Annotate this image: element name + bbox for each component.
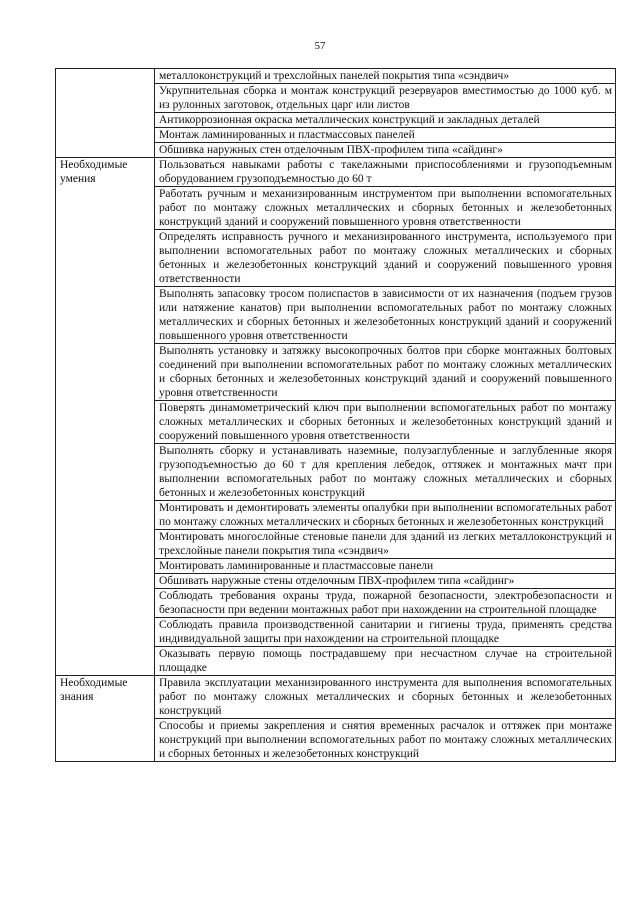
- requirement-item: Определять исправность ручного и механизированного инструмента, используемого при выполнении вспомогательных работ по монтажу сложных металлических и сборных бетонных и железобетонных конструкций зданий и сооружений повышенного уровня ответственности: [155, 230, 616, 287]
- section-label: Необходимые знания: [56, 676, 155, 762]
- requirements-table: [55, 68, 616, 762]
- requirement-item: Выполнять сборку и устанавливать наземные, полузаглубленные и заглубленные якоря грузоподъемностью до 60 т для крепления лебедок, оттяжек и монтажных мачт при выполнении вспомогательных работ по монтажу сложных металлических и сборных бетонных и железобетонных конструкций: [155, 444, 616, 501]
- requirement-item: Монтировать многослойные стеновые панели для зданий из легких металлоконструкций и трехслойные панели покрытия типа «сэндвич»: [155, 530, 616, 559]
- requirement-item: Способы и приемы закрепления и снятия временных расчалок и оттяжек при монтаже конструкций при выполнении вспомогательных работ по монтажу сложных металлических и сборных бетонных и железобетонных конструкций: [155, 719, 616, 762]
- table-row: [56, 69, 616, 84]
- page-number: 57: [314, 40, 326, 52]
- requirement-item: Монтировать и демонтировать элементы опалубки при выполнении вспомогательных работ по монтажу сложных металлических и сборных бетонных и железобетонных конструкций: [155, 501, 616, 530]
- table-row: [56, 676, 616, 719]
- requirement-item: Обшивать наружные стены отделочным ПВХ-профилем типа «сайдинг»: [155, 574, 616, 589]
- requirement-item: Антикоррозионная окраска металлических конструкций и закладных деталей: [155, 113, 616, 128]
- requirements-table-body: [56, 69, 616, 762]
- requirement-item: металлоконструкций и трехслойных панелей покрытия типа «сэндвич»: [155, 69, 616, 84]
- table-row: [56, 158, 616, 187]
- requirement-item: Соблюдать требования охраны труда, пожарной безопасности, электробезопасности и безопасности при ведении монтажных работ при нахождении на строительной площадке: [155, 589, 616, 618]
- requirement-item: Поверять динамометрический ключ при выполнении вспомогательных работ по монтажу сложных металлических и сборных бетонных и железобетонных конструкций зданий и сооружений повышенного уровня ответственности: [155, 401, 616, 444]
- requirement-item: Укрупнительная сборка и монтаж конструкций резервуаров вместимостью до 1000 куб. м из рулонных заготовок, отдельных царг или листов: [155, 84, 616, 113]
- requirement-item: Обшивка наружных стен отделочным ПВХ-профилем типа «сайдинг»: [155, 143, 616, 158]
- requirement-item: Выполнять установку и затяжку высокопрочных болтов при сборке монтажных болтовых соединений при выполнении вспомогательных работ по монтажу сложных металлических и сборных бетонных и железобетонных конструкций зданий и сооружений повышенного уровня ответственности: [155, 344, 616, 401]
- requirement-item: Соблюдать правила производственной санитарии и гигиены труда, применять средства индивидуальной защиты при нахождении на строительной площадке: [155, 618, 616, 647]
- section-label: Необходимые умения: [56, 158, 155, 676]
- requirement-item: Монтировать ламинированные и пластмассовые панели: [155, 559, 616, 574]
- requirement-item: Выполнять запасовку тросом полиспастов в зависимости от их назначения (подъем грузов или натяжение канатов) при выполнении вспомогательных работ по монтажу сложных металлических и сборных бетонных и железобетонных конструкций зданий и сооружений повышенного уровня ответственности: [155, 287, 616, 344]
- section-label: [56, 69, 155, 158]
- requirement-item: Работать ручным и механизированным инструментом при выполнении вспомогательных работ по монтажу сложных металлических и сборных бетонных и железобетонных конструкций зданий и сооружений повышенного уровня ответственности: [155, 187, 616, 230]
- requirement-item: Пользоваться навыками работы с такелажными приспособлениями и грузоподъемным оборудованием грузоподъемностью до 60 т: [155, 158, 616, 187]
- requirement-item: Оказывать первую помощь пострадавшему при несчастном случае на строительной площадке: [155, 647, 616, 676]
- requirement-item: Правила эксплуатации механизированного инструмента для выполнения вспомогательных работ по монтажу сложных металлических и сборных бетонных и железобетонных конструкций: [155, 676, 616, 719]
- requirement-item: Монтаж ламинированных и пластмассовых панелей: [155, 128, 616, 143]
